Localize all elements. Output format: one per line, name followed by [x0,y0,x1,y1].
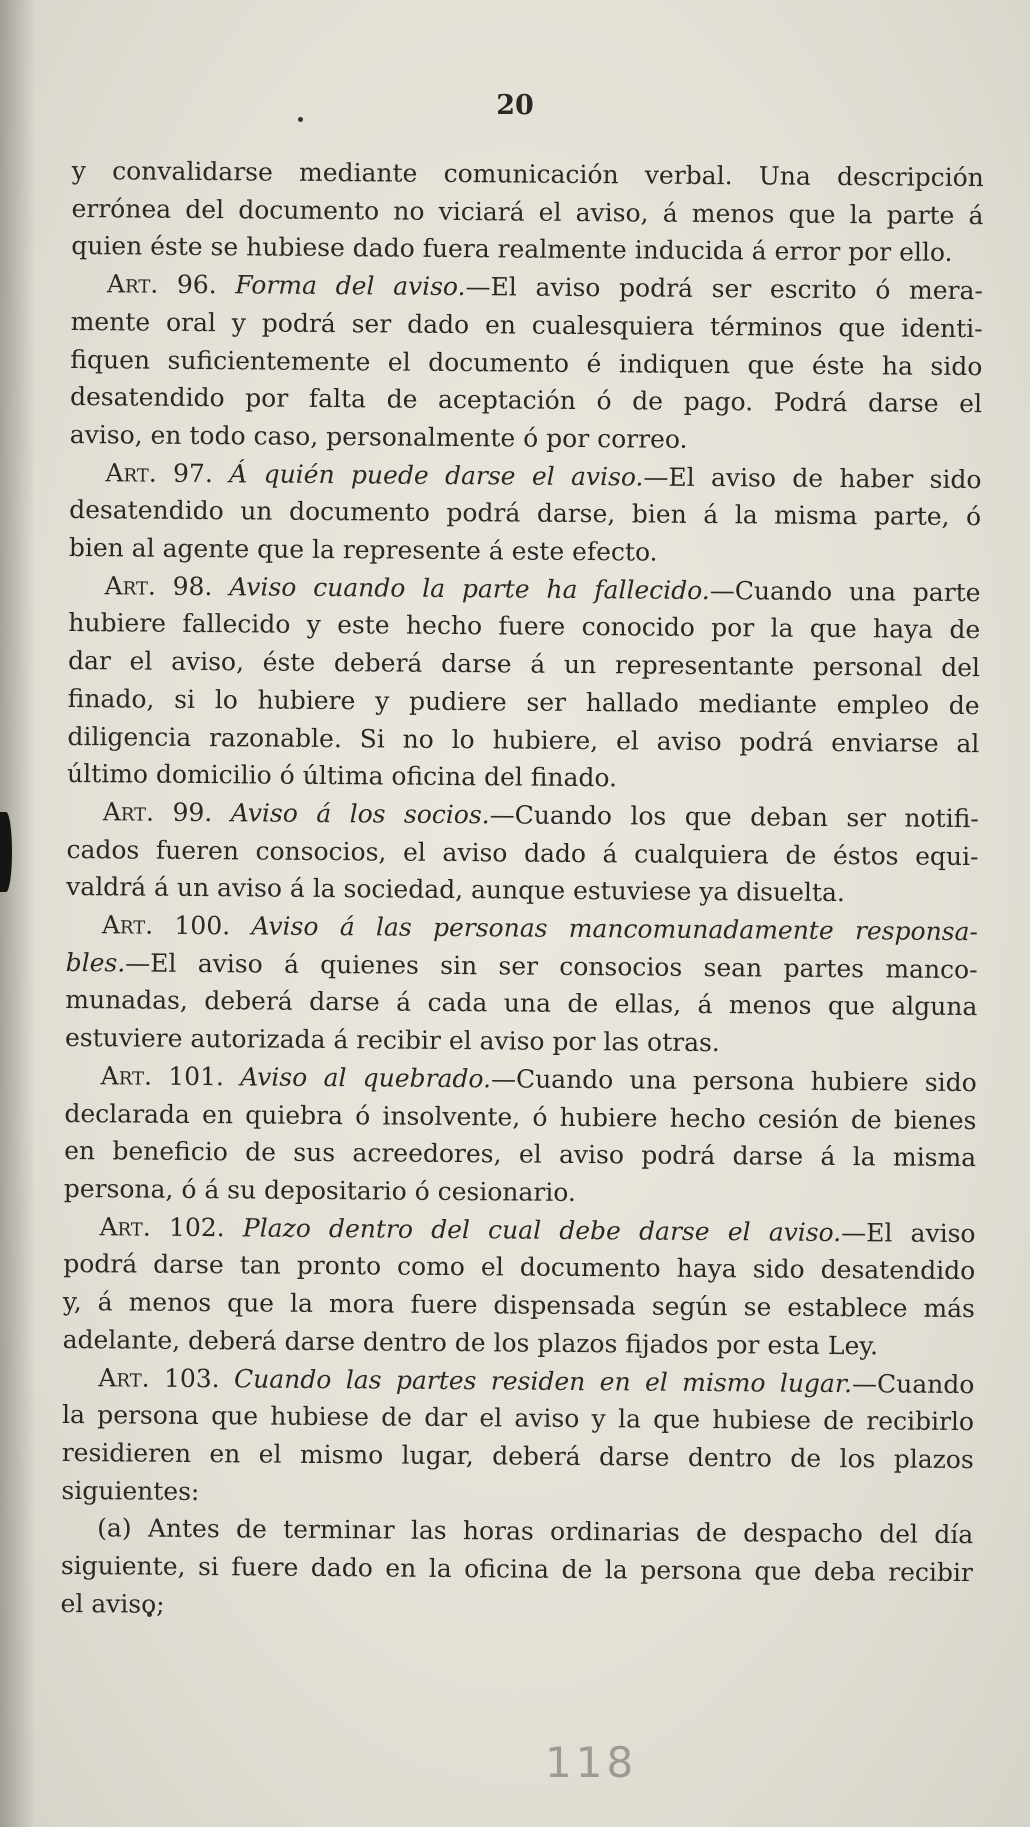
line-text: desatendido por falta de aceptación ó de pago. Podrá darse el [69,382,983,419]
article-title: Aviso cuando la parte ha fallecido. [229,571,710,605]
line-text: cados fueren consocios, el aviso dado á cualquiera de éstos equi- [66,834,979,871]
text-line [68,680,980,725]
line-text: —El aviso podrá ser escrito ó mera- [465,272,984,306]
line-text: siguiente, si fuere dado en la oficina de la persona que deba recibir [60,1550,973,1588]
line-text: podrá darse tan pronto como el documento haya sido desatendido [63,1249,976,1286]
line-text: bien al agente que la represente á este efecto. [68,533,658,567]
line-text: Antes de terminar las horas ordinarias de despacho del día [131,1513,974,1550]
line-text: en beneficio de sus acreedores, el aviso podrá darse á la misma [64,1136,977,1173]
line-text: valdrá á un aviso á la sociedad, aunque estuviese ya disuelta. [66,872,845,908]
line-text: aviso, en todo caso, personalmente ó por correo. [69,419,688,454]
line-text: el aviso; [60,1588,165,1619]
article-heading-line [65,1057,977,1102]
line-text: —Cuando los que deban ser notifi- [489,800,979,834]
article-title: Aviso á los socios. [230,798,490,830]
line-text: y convalidarse mediante comunicación verbal. Una descripción [71,155,984,193]
article-number: Art. 99. [102,797,213,828]
line-text: finado, si lo hubiere y pudiere ser hallado mediante empleo de [67,683,980,720]
text-line [60,1585,972,1630]
line-text: residieren en el mismo lugar, deberá darse dentro de los plazos [61,1437,974,1475]
article-title: Aviso á las personas mancomunadamente responsa- [251,911,979,947]
line-text: —Cuando [851,1368,975,1399]
article-number: Art. 100. [101,910,231,941]
line-text: siguientes: [61,1475,200,1506]
article-number: Art. 103. [98,1362,220,1393]
line-text: —Cuando una parte [709,575,981,607]
article-number: Art. 97. [105,457,213,488]
article-number: Art. 98. [104,571,213,601]
body-text [60,152,984,1630]
text-line [61,1547,973,1592]
line-text: y, á menos que la mora fuere dispensada según se establece más [62,1287,976,1324]
edge-mark [0,812,12,892]
line-text: hubiere fallecido y este hecho fuere conocido por la que haya de [68,608,981,645]
article-title: Forma del aviso. [235,270,466,302]
article-number: Art. 102. [99,1211,225,1242]
line-text: mente oral y podrá ser dado en cualesquiera términos que identi- [70,306,983,343]
line-text: la persona que hubiese de dar el aviso y la que hubiese de recibirlo [61,1400,975,1437]
line-text: dar el aviso, éste deberá darse á un representante personal del [67,646,981,683]
line-text: fiquen suficientemente el documento é indiquen que éste ha sido [70,344,983,381]
line-text: —Cuando una persona hubiere sido [490,1064,977,1098]
article-title: Plazo dentro del cual debe darse el aviso. [242,1213,842,1247]
line-text: —El aviso á quienes sin ser consocios sean partes manco- [125,948,978,984]
line-text: diligencia razonable. Si no lo hubiere, el aviso podrá enviarse al [67,721,980,758]
line-text: último domicilio ó última oficina del finado. [67,759,618,793]
line-text: quien éste se hubiese dado fuera realmente inducida á error por ello. [71,231,953,268]
article-title: bles. [65,947,126,978]
page-number: 20 [496,90,534,121]
article-title: Á quién puede darse el aviso. [229,458,644,492]
text-line [63,1321,975,1366]
text-line [71,303,983,348]
line-text: —El aviso de haber sido [643,462,982,494]
line-text: desatendido un documento podrá darse, bien á la misma parte, ó [69,495,982,532]
line-text: declarada en quiebra ó insolvente, ó hubiere hecho cesión de bienes [64,1098,977,1135]
text-line [70,416,982,461]
article-number: Art. 101. [100,1061,225,1092]
article-title: Aviso al quebrado. [240,1062,492,1094]
line-text: munadas, deberá darse á cada una de ellas, á menos que alguna [65,985,978,1022]
line-text: persona, ó á su depositario ó cesionario. [63,1173,576,1207]
line-text: errónea del documento no viciará el aviso, á menos que la parte á [71,193,984,230]
article-number: Art. 96. [106,269,217,300]
folio-stamp: 118 [545,1738,638,1787]
item-label: (a) [97,1513,132,1543]
line-text: estuviere autorizada á recibir el aviso por las otras. [64,1023,720,1058]
line-text: —El aviso [841,1217,976,1248]
spine-shadow [0,0,36,1827]
article-title: Cuando las partes residen en el mismo lugar. [233,1363,853,1398]
text-line [62,1434,974,1479]
line-text: adelante, deberá darse dentro de los plazos fijados por esta Ley. [62,1324,879,1361]
